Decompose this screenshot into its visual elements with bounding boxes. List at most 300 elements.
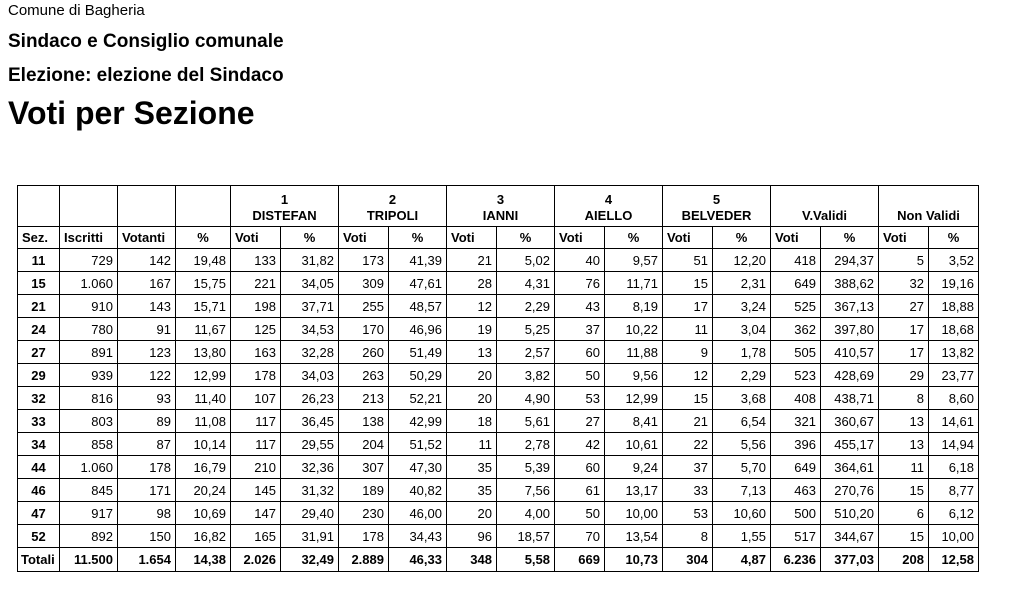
cell-c5-percent: 2,29	[713, 364, 771, 387]
cell-turnout-percent: 20,24	[176, 479, 231, 502]
cell-valid-votes: 6.236	[771, 548, 821, 572]
cell-c4-percent: 8,41	[605, 410, 663, 433]
table-row	[18, 410, 979, 433]
cell-invalid-votes: 17	[879, 318, 929, 341]
cell-invalid-votes: 27	[879, 295, 929, 318]
cell-voters: 122	[118, 364, 176, 387]
cell-c5-votes: 17	[663, 295, 713, 318]
cell-c2-percent: 40,82	[389, 479, 447, 502]
cell-valid-votes: 525	[771, 295, 821, 318]
cell-valid-votes: 523	[771, 364, 821, 387]
cell-c4-percent: 10,00	[605, 502, 663, 525]
cell-valid-percent: 367,13	[821, 295, 879, 318]
cell-c1-percent: 29,55	[281, 433, 339, 456]
cell-voters: 178	[118, 456, 176, 479]
cell-section: 27	[18, 341, 60, 364]
table-row	[18, 502, 979, 525]
cell-invalid-votes: 29	[879, 364, 929, 387]
cell-c4-votes: 61	[555, 479, 605, 502]
cell-c2-percent: 47,30	[389, 456, 447, 479]
cell-section: 11	[18, 249, 60, 272]
cell-invalid-percent: 14,94	[929, 433, 979, 456]
cell-c2-percent: 48,57	[389, 295, 447, 318]
cell-c3-percent: 18,57	[497, 525, 555, 548]
table-row	[18, 433, 979, 456]
table-row	[18, 341, 979, 364]
cell-turnout-percent: 16,82	[176, 525, 231, 548]
cell-c1-votes: 107	[231, 387, 281, 410]
table-row	[18, 364, 979, 387]
col-turnout-percent: %	[176, 227, 231, 249]
cell-section: 34	[18, 433, 60, 456]
cell-registered: 11.500	[60, 548, 118, 572]
cell-valid-percent: 428,69	[821, 364, 879, 387]
invalid-votes-header: Non Validi	[879, 186, 979, 227]
cell-valid-percent: 455,17	[821, 433, 879, 456]
cell-valid-votes: 505	[771, 341, 821, 364]
col-percent: %	[281, 227, 339, 249]
cell-c1-votes: 221	[231, 272, 281, 295]
cell-c3-votes: 12	[447, 295, 497, 318]
table-header	[18, 186, 979, 249]
cell-c5-percent: 5,70	[713, 456, 771, 479]
cell-registered: 845	[60, 479, 118, 502]
cell-c1-percent: 26,23	[281, 387, 339, 410]
cell-voters: 89	[118, 410, 176, 433]
cell-c5-percent: 3,68	[713, 387, 771, 410]
cell-registered: 729	[60, 249, 118, 272]
cell-c3-percent: 5,02	[497, 249, 555, 272]
cell-valid-percent: 377,03	[821, 548, 879, 572]
cell-turnout-percent: 11,40	[176, 387, 231, 410]
cell-voters: 171	[118, 479, 176, 502]
cell-c1-percent: 32,36	[281, 456, 339, 479]
cell-c4-percent: 9,24	[605, 456, 663, 479]
cell-invalid-percent: 8,77	[929, 479, 979, 502]
body-title: Sindaco e Consiglio comunale	[8, 31, 284, 52]
cell-invalid-votes: 17	[879, 341, 929, 364]
cell-c2-percent: 34,43	[389, 525, 447, 548]
col-percent: %	[497, 227, 555, 249]
cell-c5-percent: 1,78	[713, 341, 771, 364]
table-row	[18, 479, 979, 502]
col-registered: Iscritti	[60, 227, 118, 249]
candidate-number: 5	[712, 192, 721, 207]
cell-c2-votes: 307	[339, 456, 389, 479]
cell-c5-votes: 9	[663, 341, 713, 364]
cell-c1-percent: 34,05	[281, 272, 339, 295]
cell-c1-percent: 32,28	[281, 341, 339, 364]
cell-section: 44	[18, 456, 60, 479]
cell-valid-percent: 364,61	[821, 456, 879, 479]
cell-c1-percent: 34,03	[281, 364, 339, 387]
cell-c3-votes: 18	[447, 410, 497, 433]
cell-c5-percent: 12,20	[713, 249, 771, 272]
cell-c3-percent: 2,57	[497, 341, 555, 364]
cell-valid-percent: 360,67	[821, 410, 879, 433]
candidate-name: BELVEDER	[681, 208, 752, 223]
cell-valid-votes: 396	[771, 433, 821, 456]
cell-invalid-percent: 19,16	[929, 272, 979, 295]
cell-c4-percent: 8,19	[605, 295, 663, 318]
cell-c3-percent: 7,56	[497, 479, 555, 502]
table-row	[18, 272, 979, 295]
candidate-name: DISTEFAN	[252, 208, 317, 223]
cell-c2-percent: 47,61	[389, 272, 447, 295]
cell-section: 29	[18, 364, 60, 387]
candidate-name: TRIPOLI	[366, 208, 419, 223]
cell-registered: 892	[60, 525, 118, 548]
cell-c4-percent: 13,54	[605, 525, 663, 548]
cell-voters: 87	[118, 433, 176, 456]
cell-turnout-percent: 14,38	[176, 548, 231, 572]
header-blank	[176, 186, 231, 227]
cell-c5-votes: 33	[663, 479, 713, 502]
cell-valid-percent: 397,80	[821, 318, 879, 341]
cell-registered: 1.060	[60, 272, 118, 295]
cell-turnout-percent: 10,14	[176, 433, 231, 456]
col-votes: Voti	[555, 227, 605, 249]
cell-registered: 780	[60, 318, 118, 341]
totals-row	[18, 548, 979, 572]
cell-turnout-percent: 15,71	[176, 295, 231, 318]
candidate-name: AIELLO	[584, 208, 633, 223]
header-blank	[18, 186, 60, 227]
table-row	[18, 525, 979, 548]
cell-c3-votes: 13	[447, 341, 497, 364]
cell-c2-percent: 46,00	[389, 502, 447, 525]
valid-votes-header: V.Validi	[771, 186, 879, 227]
table-body	[18, 249, 979, 572]
cell-c3-percent: 5,25	[497, 318, 555, 341]
cell-turnout-percent: 13,80	[176, 341, 231, 364]
cell-c2-votes: 263	[339, 364, 389, 387]
results-table	[17, 185, 979, 572]
cell-c4-percent: 11,71	[605, 272, 663, 295]
cell-c4-percent: 11,88	[605, 341, 663, 364]
cell-invalid-percent: 13,82	[929, 341, 979, 364]
cell-c2-votes: 178	[339, 525, 389, 548]
col-percent: %	[605, 227, 663, 249]
cell-c3-votes: 35	[447, 479, 497, 502]
cell-c3-votes: 35	[447, 456, 497, 479]
candidate-header-5	[663, 186, 771, 227]
cell-invalid-votes: 32	[879, 272, 929, 295]
cell-valid-votes: 362	[771, 318, 821, 341]
table-row	[18, 249, 979, 272]
cell-valid-votes: 517	[771, 525, 821, 548]
cell-valid-percent: 438,71	[821, 387, 879, 410]
cell-voters: 167	[118, 272, 176, 295]
cell-c5-votes: 12	[663, 364, 713, 387]
cell-c1-votes: 178	[231, 364, 281, 387]
cell-valid-percent: 510,20	[821, 502, 879, 525]
cell-invalid-votes: 208	[879, 548, 929, 572]
cell-c5-votes: 304	[663, 548, 713, 572]
cell-c4-votes: 669	[555, 548, 605, 572]
cell-c4-votes: 53	[555, 387, 605, 410]
cell-c2-votes: 173	[339, 249, 389, 272]
cell-c3-percent: 5,61	[497, 410, 555, 433]
cell-c5-percent: 2,31	[713, 272, 771, 295]
cell-invalid-votes: 11	[879, 456, 929, 479]
cell-valid-votes: 408	[771, 387, 821, 410]
cell-invalid-percent: 6,18	[929, 456, 979, 479]
cell-invalid-votes: 6	[879, 502, 929, 525]
cell-c4-percent: 9,57	[605, 249, 663, 272]
cell-c4-percent: 10,73	[605, 548, 663, 572]
cell-c1-percent: 31,91	[281, 525, 339, 548]
cell-turnout-percent: 12,99	[176, 364, 231, 387]
cell-registered: 917	[60, 502, 118, 525]
cell-voters: 143	[118, 295, 176, 318]
cell-c5-percent: 3,04	[713, 318, 771, 341]
cell-c5-votes: 53	[663, 502, 713, 525]
cell-invalid-percent: 23,77	[929, 364, 979, 387]
column-header-row	[18, 227, 979, 249]
cell-turnout-percent: 11,08	[176, 410, 231, 433]
cell-voters: 142	[118, 249, 176, 272]
cell-invalid-votes: 8	[879, 387, 929, 410]
cell-c4-votes: 70	[555, 525, 605, 548]
cell-section: 32	[18, 387, 60, 410]
cell-valid-percent: 294,37	[821, 249, 879, 272]
candidate-number: 2	[388, 192, 397, 207]
cell-c3-votes: 20	[447, 387, 497, 410]
cell-c1-votes: 198	[231, 295, 281, 318]
cell-c5-votes: 37	[663, 456, 713, 479]
col-percent: %	[929, 227, 979, 249]
cell-c2-percent: 46,96	[389, 318, 447, 341]
cell-invalid-votes: 13	[879, 410, 929, 433]
cell-turnout-percent: 10,69	[176, 502, 231, 525]
cell-valid-percent: 388,62	[821, 272, 879, 295]
cell-c1-votes: 117	[231, 410, 281, 433]
municipality-name: Comune di Bagheria	[8, 2, 145, 19]
cell-valid-percent: 270,76	[821, 479, 879, 502]
col-votes: Voti	[339, 227, 389, 249]
cell-c3-votes: 28	[447, 272, 497, 295]
cell-c1-percent: 31,82	[281, 249, 339, 272]
cell-voters: 123	[118, 341, 176, 364]
cell-c2-percent: 50,29	[389, 364, 447, 387]
cell-c2-percent: 46,33	[389, 548, 447, 572]
cell-c2-votes: 138	[339, 410, 389, 433]
cell-c3-percent: 2,29	[497, 295, 555, 318]
cell-c1-votes: 133	[231, 249, 281, 272]
cell-c5-percent: 7,13	[713, 479, 771, 502]
cell-voters: 150	[118, 525, 176, 548]
cell-voters: 93	[118, 387, 176, 410]
col-votes: Voti	[663, 227, 713, 249]
cell-invalid-percent: 14,61	[929, 410, 979, 433]
cell-c2-votes: 309	[339, 272, 389, 295]
cell-c1-votes: 145	[231, 479, 281, 502]
cell-c4-votes: 60	[555, 456, 605, 479]
cell-invalid-percent: 18,68	[929, 318, 979, 341]
page-title: Voti per Sezione	[8, 95, 255, 131]
cell-c2-votes: 2.889	[339, 548, 389, 572]
cell-invalid-votes: 13	[879, 433, 929, 456]
cell-c2-votes: 189	[339, 479, 389, 502]
cell-c5-percent: 4,87	[713, 548, 771, 572]
cell-c3-percent: 5,39	[497, 456, 555, 479]
cell-c4-votes: 76	[555, 272, 605, 295]
col-section: Sez.	[18, 227, 60, 249]
header-blank	[60, 186, 118, 227]
cell-invalid-percent: 12,58	[929, 548, 979, 572]
table-row	[18, 387, 979, 410]
cell-c3-votes: 20	[447, 502, 497, 525]
cell-registered: 1.060	[60, 456, 118, 479]
cell-registered: 816	[60, 387, 118, 410]
cell-c3-votes: 348	[447, 548, 497, 572]
cell-c4-percent: 9,56	[605, 364, 663, 387]
cell-c1-votes: 117	[231, 433, 281, 456]
cell-section: 47	[18, 502, 60, 525]
candidate-number: 3	[496, 192, 505, 207]
cell-c2-votes: 230	[339, 502, 389, 525]
cell-c4-votes: 60	[555, 341, 605, 364]
col-votes: Voti	[447, 227, 497, 249]
cell-c3-percent: 3,82	[497, 364, 555, 387]
table-row	[18, 295, 979, 318]
cell-section: 52	[18, 525, 60, 548]
cell-valid-votes: 463	[771, 479, 821, 502]
header-blank	[118, 186, 176, 227]
cell-c3-percent: 5,58	[497, 548, 555, 572]
cell-c5-votes: 15	[663, 272, 713, 295]
cell-registered: 858	[60, 433, 118, 456]
cell-c5-votes: 15	[663, 387, 713, 410]
cell-c5-percent: 1,55	[713, 525, 771, 548]
cell-c2-percent: 51,52	[389, 433, 447, 456]
cell-c2-votes: 260	[339, 341, 389, 364]
cell-turnout-percent: 15,75	[176, 272, 231, 295]
cell-c3-percent: 4,00	[497, 502, 555, 525]
cell-invalid-votes: 15	[879, 479, 929, 502]
cell-turnout-percent: 19,48	[176, 249, 231, 272]
col-percent: %	[713, 227, 771, 249]
cell-c2-percent: 52,21	[389, 387, 447, 410]
table-row	[18, 456, 979, 479]
cell-c2-votes: 170	[339, 318, 389, 341]
col-voters: Votanti	[118, 227, 176, 249]
cell-valid-votes: 418	[771, 249, 821, 272]
cell-valid-votes: 500	[771, 502, 821, 525]
cell-valid-percent: 344,67	[821, 525, 879, 548]
cell-c2-percent: 41,39	[389, 249, 447, 272]
cell-registered: 803	[60, 410, 118, 433]
cell-c4-percent: 10,22	[605, 318, 663, 341]
cell-c4-votes: 27	[555, 410, 605, 433]
col-votes: Voti	[879, 227, 929, 249]
cell-valid-votes: 321	[771, 410, 821, 433]
cell-c5-votes: 21	[663, 410, 713, 433]
cell-section: 46	[18, 479, 60, 502]
cell-c5-percent: 10,60	[713, 502, 771, 525]
cell-valid-votes: 649	[771, 272, 821, 295]
cell-turnout-percent: 11,67	[176, 318, 231, 341]
col-percent: %	[821, 227, 879, 249]
cell-invalid-percent: 8,60	[929, 387, 979, 410]
cell-c1-votes: 147	[231, 502, 281, 525]
cell-c1-votes: 125	[231, 318, 281, 341]
cell-c4-votes: 42	[555, 433, 605, 456]
cell-voters: 98	[118, 502, 176, 525]
candidate-number: 1	[280, 192, 289, 207]
cell-c1-votes: 210	[231, 456, 281, 479]
cell-c4-votes: 50	[555, 502, 605, 525]
cell-valid-percent: 410,57	[821, 341, 879, 364]
cell-c5-percent: 5,56	[713, 433, 771, 456]
cell-c1-votes: 165	[231, 525, 281, 548]
cell-c2-votes: 213	[339, 387, 389, 410]
cell-c3-percent: 4,31	[497, 272, 555, 295]
col-votes: Voti	[231, 227, 281, 249]
cell-invalid-percent: 3,52	[929, 249, 979, 272]
cell-voters: 91	[118, 318, 176, 341]
cell-section: Totali	[18, 548, 60, 572]
cell-voters: 1.654	[118, 548, 176, 572]
cell-c2-percent: 42,99	[389, 410, 447, 433]
cell-c4-votes: 43	[555, 295, 605, 318]
cell-c5-percent: 6,54	[713, 410, 771, 433]
cell-c1-percent: 32,49	[281, 548, 339, 572]
cell-c4-percent: 12,99	[605, 387, 663, 410]
cell-c1-percent: 34,53	[281, 318, 339, 341]
cell-c4-votes: 40	[555, 249, 605, 272]
cell-registered: 939	[60, 364, 118, 387]
col-percent: %	[389, 227, 447, 249]
cell-c1-percent: 29,40	[281, 502, 339, 525]
cell-c5-percent: 3,24	[713, 295, 771, 318]
cell-invalid-votes: 15	[879, 525, 929, 548]
cell-valid-votes: 649	[771, 456, 821, 479]
cell-c2-votes: 255	[339, 295, 389, 318]
cell-section: 21	[18, 295, 60, 318]
cell-c1-percent: 31,32	[281, 479, 339, 502]
cell-c3-votes: 21	[447, 249, 497, 272]
cell-registered: 910	[60, 295, 118, 318]
candidate-name: IANNI	[482, 208, 519, 223]
cell-c5-votes: 11	[663, 318, 713, 341]
cell-c4-votes: 50	[555, 364, 605, 387]
cell-c1-votes: 2.026	[231, 548, 281, 572]
cell-invalid-votes: 5	[879, 249, 929, 272]
cell-c4-percent: 10,61	[605, 433, 663, 456]
cell-c5-votes: 22	[663, 433, 713, 456]
candidate-number: 4	[604, 192, 613, 207]
cell-registered: 891	[60, 341, 118, 364]
cell-c3-votes: 96	[447, 525, 497, 548]
cell-invalid-percent: 10,00	[929, 525, 979, 548]
cell-c1-votes: 163	[231, 341, 281, 364]
cell-section: 15	[18, 272, 60, 295]
cell-invalid-percent: 18,88	[929, 295, 979, 318]
table-row	[18, 318, 979, 341]
cell-c4-percent: 13,17	[605, 479, 663, 502]
cell-c3-votes: 20	[447, 364, 497, 387]
col-votes: Voti	[771, 227, 821, 249]
cell-turnout-percent: 16,79	[176, 456, 231, 479]
cell-invalid-percent: 6,12	[929, 502, 979, 525]
cell-section: 24	[18, 318, 60, 341]
cell-c4-votes: 37	[555, 318, 605, 341]
cell-c1-percent: 36,45	[281, 410, 339, 433]
candidate-header-3	[447, 186, 555, 227]
cell-c3-percent: 4,90	[497, 387, 555, 410]
